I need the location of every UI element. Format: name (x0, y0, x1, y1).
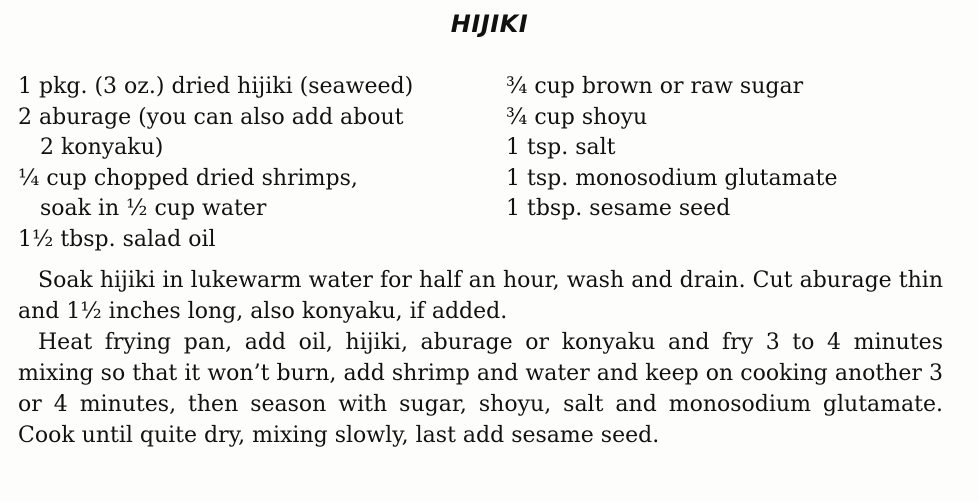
ingredient-item: 1 tsp. salt (506, 135, 616, 160)
directions (18, 265, 943, 451)
ingredient-line: 2 aburage (you can also add about (18, 104, 404, 130)
ingredient-item (18, 72, 413, 103)
ingredient-item (18, 164, 413, 225)
ingredient-item: 1 tbsp. sesame seed (506, 196, 731, 221)
direction-paragraph: Heat frying pan, add oil, hijiki, aburage or konyaku and fry 3 to 4 minutes mixing so that it won’t burn, add shrimp and water and keep on cooking another 3 or 4 minutes, then season with sugar, shoyu, salt and monosodium glutamate. Cook until quite dry, mixing slowly, last add sesame seed. (18, 330, 943, 448)
ingredient-item (18, 103, 413, 164)
ingredients-list-right (506, 72, 837, 225)
ingredient-line: ¼ cup chopped dried shrimps, (18, 165, 358, 191)
direction-paragraph: Soak hijiki in lukewarm water for half an hour, wash and drain. Cut aburage thin and 1½ inches long, also konyaku, if added. (18, 268, 943, 324)
ingredient-item: ¾ cup shoyu (506, 104, 648, 130)
ingredient-continuation: 2 konyaku) (40, 135, 164, 160)
recipe-title: HIJIKI (450, 10, 529, 38)
ingredient-item (18, 225, 413, 256)
ingredient-item: ¾ cup brown or raw sugar (506, 74, 804, 99)
ingredient-line: 1 pkg. (3 oz.) dried hijiki (seaweed) (18, 74, 414, 99)
ingredient-line: 1½ tbsp. salad oil (18, 226, 216, 252)
ingredient-continuation: soak in ½ cup water (40, 196, 267, 221)
ingredient-item: 1 tsp. monosodium glutamate (506, 165, 838, 191)
ingredients-list-left (18, 72, 413, 255)
